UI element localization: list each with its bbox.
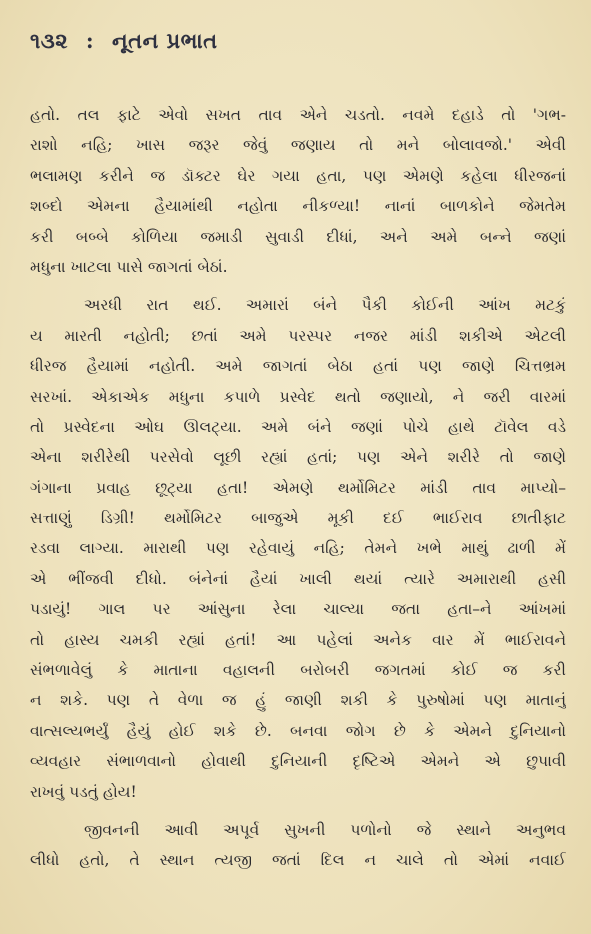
text-line: ન શકે. પણ તે વેળા જ હું જાણી શકી કે પુરુષોમાં પણ માતાનું bbox=[30, 691, 566, 710]
text-line: એ ભીંજવી દીધો. બંનેનાં હૈયાં ખાલી થયાં ત્યારે અમારાથી હસી bbox=[30, 569, 566, 588]
paragraph bbox=[30, 815, 566, 876]
running-header bbox=[30, 28, 218, 54]
text-line: સરખાં. એકાએક મધુના કપાળે પ્રસ્વેદ થતો જણાયો, ને જરી વારમાં bbox=[30, 387, 566, 406]
body-text bbox=[30, 100, 566, 876]
text-line: એના શરીરેથી પરસેવો લૂછી રહ્યાં હતાં; પણ એને શરીરે તો જાણે bbox=[30, 448, 566, 467]
paragraph bbox=[30, 100, 566, 282]
text-line: હતો. તલ ફાટે એવો સખત તાવ એને ચડતો. નવમે દહાડે તો 'ગભ- bbox=[30, 106, 566, 124]
text-line: શબ્દો એમના હૈયામાંથી નહોતા નીકળ્યા! નાનાં બાળકોને જેમતેમ bbox=[30, 197, 566, 216]
text-line: તો પ્રસ્વેદના ઓઘ ઊલટ્યા. અમે બંને જણાં પોચે હાથે ટૉવેલ વડે bbox=[30, 417, 566, 436]
text-line: વ્યવહાર સંભાળવાનો હોવાથી દુનિયાની દૃષ્ટિએ એમને એ છુપાવી bbox=[30, 752, 566, 771]
text-line: જીવનની આવી અપૂર્વ સુખની પળોનો જે સ્થાને અનુભવ bbox=[84, 820, 566, 839]
text-line: ય મારતી નહોતી; છતાં અમે પરસ્પર નજર માંડી શકીએ એટલી bbox=[30, 326, 566, 345]
text-line: રાખવું પડતું હોય! bbox=[30, 782, 137, 801]
text-line: રડવા લાગ્યા. મારાથી પણ રહેવાયું નહિ; તેમને ખભે માથું ઢાળી મેં bbox=[30, 539, 566, 558]
text-line: મધુના ખાટલા પાસે જાગતાં બેઠાં. bbox=[30, 257, 228, 276]
book-title: નૂતન પ્રભાત bbox=[112, 28, 218, 53]
text-line: અરધી રાત થઈ. અમારાં બંને પૈકી કોઈની આંખ મટકું bbox=[84, 296, 566, 315]
text-line: રાશો નહિ; ખાસ જરૂર જેવું જણાય તો મને બોલાવજો.' એવી bbox=[30, 136, 566, 155]
text-line: કરી બબ્બે કોળિયા જમાડી સુવાડી દીધાં, અને અમે બન્ને જણાં bbox=[30, 227, 566, 246]
page-number: ૧૩૨ bbox=[30, 28, 69, 53]
text-line: સંભળાવેલું કે માતાના વહાલની બરોબરી જગતમાં કોઈ જ કરી bbox=[30, 661, 566, 680]
text-line: વાત્સલ્યભર્યું હૈયું હોઈ શકે છે. બનવા જોગ છે કે એમને દુનિયાનો bbox=[30, 721, 566, 740]
header-separator: : bbox=[85, 28, 95, 53]
text-line: લીધો હતો, તે સ્થાન ત્યજી જતાં દિલ ન ચાલે તો એમાં નવાઈ bbox=[30, 851, 566, 870]
text-line: ગંગાના પ્રવાહ છૂટ્યા હતા! એમણે થર્મોમિટર માંડી તાવ માપ્યો– bbox=[30, 478, 566, 497]
paragraph bbox=[30, 290, 566, 807]
text-line: તો હાસ્ય ચમકી રહ્યાં હતાં! આ પહેલાં અનેક વાર મેં ભાઈરાવને bbox=[30, 630, 566, 649]
text-line: ભલામણ કરીને જ ડૉક્ટર ઘેર ગયા હતા, પણ એમણે કહેલા ધીરજનાં bbox=[30, 166, 566, 185]
text-line: સત્તાણું ડિગ્રી! થર્મોમિટર બાજુએ મૂકી દઈ ભાઈરાવ છાતીફાટ bbox=[30, 509, 566, 528]
text-line: પડાયું! ગાલ પર આંસુના રેલા ચાલ્યા જતા હતા–ને આંખમાં bbox=[30, 600, 566, 619]
text-line: ધીરજ હૈયામાં નહોતી. અમે જાગતાં બેઠા હતાં પણ જાણે ચિત્તભ્રમ bbox=[30, 357, 566, 376]
